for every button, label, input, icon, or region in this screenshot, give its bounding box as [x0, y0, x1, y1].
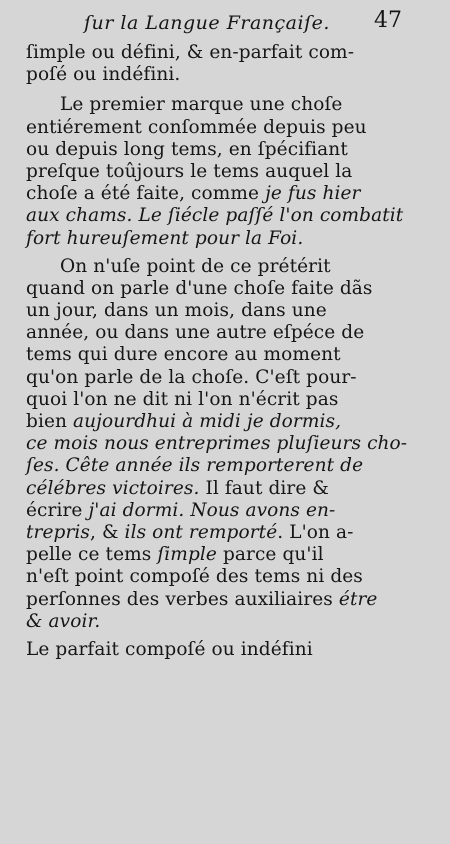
running-head: ſur la Langue Françaiſe.: [84, 12, 330, 34]
italic-example: j'ai dormi. Nous avons en-: [88, 499, 336, 521]
paragraph-first-line: [26, 94, 390, 116]
text-line-content: choſe a été faite, comme: [26, 183, 266, 205]
text-line: [26, 522, 390, 544]
text-line: [26, 300, 390, 322]
text-line-content: Il faut dire &: [199, 477, 329, 499]
text-line-content: année, ou dans une autre eſpéce de: [26, 322, 365, 344]
text-line-content: n'eſt point compoſé des tems ni des: [26, 566, 363, 588]
text-line-content: , &: [90, 521, 125, 543]
text-line-content: poſé ou indéfini.: [26, 64, 181, 86]
text-line-content: quand on parle d'une choſe faite dãs: [26, 277, 373, 299]
italic-example-line: [26, 433, 408, 455]
text-line: [26, 500, 390, 522]
text-line-content: perſonnes des verbes auxiliaires: [26, 588, 339, 610]
italic-example-line: [26, 205, 404, 227]
text-line-content: ſes. Cête année ils remporterent de: [26, 455, 364, 477]
text-line-content: quoi l'on ne dit ni l'on n'écrit pas: [26, 388, 339, 410]
text-line: [26, 478, 390, 500]
text-line: [26, 278, 390, 300]
italic-example: je fus hier: [265, 183, 361, 205]
paragraph-first-line: [26, 256, 390, 278]
text-line-content: On n'uſe point de ce prétérit: [60, 255, 331, 277]
text-line: [26, 544, 390, 566]
text-line-content: preſque toûjours le tems auquel la: [26, 160, 353, 182]
italic-example: ils ont remporté: [124, 521, 278, 543]
text-line-content: qu'on parle de la choſe. C'eſt pour-: [26, 366, 357, 388]
italic-term: ſimple: [157, 544, 217, 566]
text-line-content: un jour, dans un mois, dans une: [26, 300, 327, 322]
text-line-content: pelle ce tems: [26, 544, 158, 566]
text-line-content: entiérement conſommée depuis peu: [26, 116, 367, 138]
text-line-content: écrire: [26, 499, 89, 521]
italic-term: étre: [338, 588, 378, 610]
text-line-content: aux chams. Le ſiécle paſſé l'on combatit: [26, 205, 404, 227]
italic-example-line: [26, 455, 390, 477]
text-line: [26, 42, 390, 64]
text-line-content: bien: [26, 411, 74, 432]
text-line-content: ce mois nous entreprimes pluſieurs cho-: [26, 433, 408, 455]
text-line-content: tems qui dure encore au moment: [26, 344, 341, 366]
italic-example: célébres victoires.: [26, 477, 200, 499]
text-line-content: Le parfait compoſé ou indéfini: [26, 638, 313, 660]
text-line: [26, 161, 390, 183]
text-line: [26, 117, 390, 139]
text-line: [26, 589, 390, 611]
page-number: 47: [374, 8, 402, 33]
text-line: [26, 183, 390, 205]
body-text: [26, 42, 408, 661]
italic-example-line: [26, 611, 390, 633]
text-line-content: . L'on a-: [277, 521, 354, 543]
text-line-content: parce qu'il: [216, 544, 324, 566]
paragraph-first-line: [26, 639, 390, 661]
page-header: [84, 8, 402, 38]
text-line: [26, 389, 390, 411]
text-line-content: & avoir.: [26, 610, 101, 632]
text-line: [26, 344, 390, 366]
text-line: [26, 64, 390, 86]
text-line-content: ſimple ou défini, & en-parfait com-: [26, 42, 355, 63]
text-line-content: Le premier marque une choſe: [60, 94, 343, 116]
text-line-content: fort hureuſement pour la Foi.: [26, 227, 304, 249]
text-line: [26, 367, 390, 389]
italic-example: aujourdhui à midi je dormis,: [73, 411, 342, 432]
text-line: [26, 566, 390, 588]
italic-example-line: [26, 228, 390, 250]
text-line: [26, 322, 390, 344]
italic-example: trepris: [26, 521, 91, 543]
text-line-content: ou depuis long tems, en ſpécifiant: [26, 138, 348, 160]
text-line: [26, 411, 390, 433]
text-line: [26, 139, 390, 161]
